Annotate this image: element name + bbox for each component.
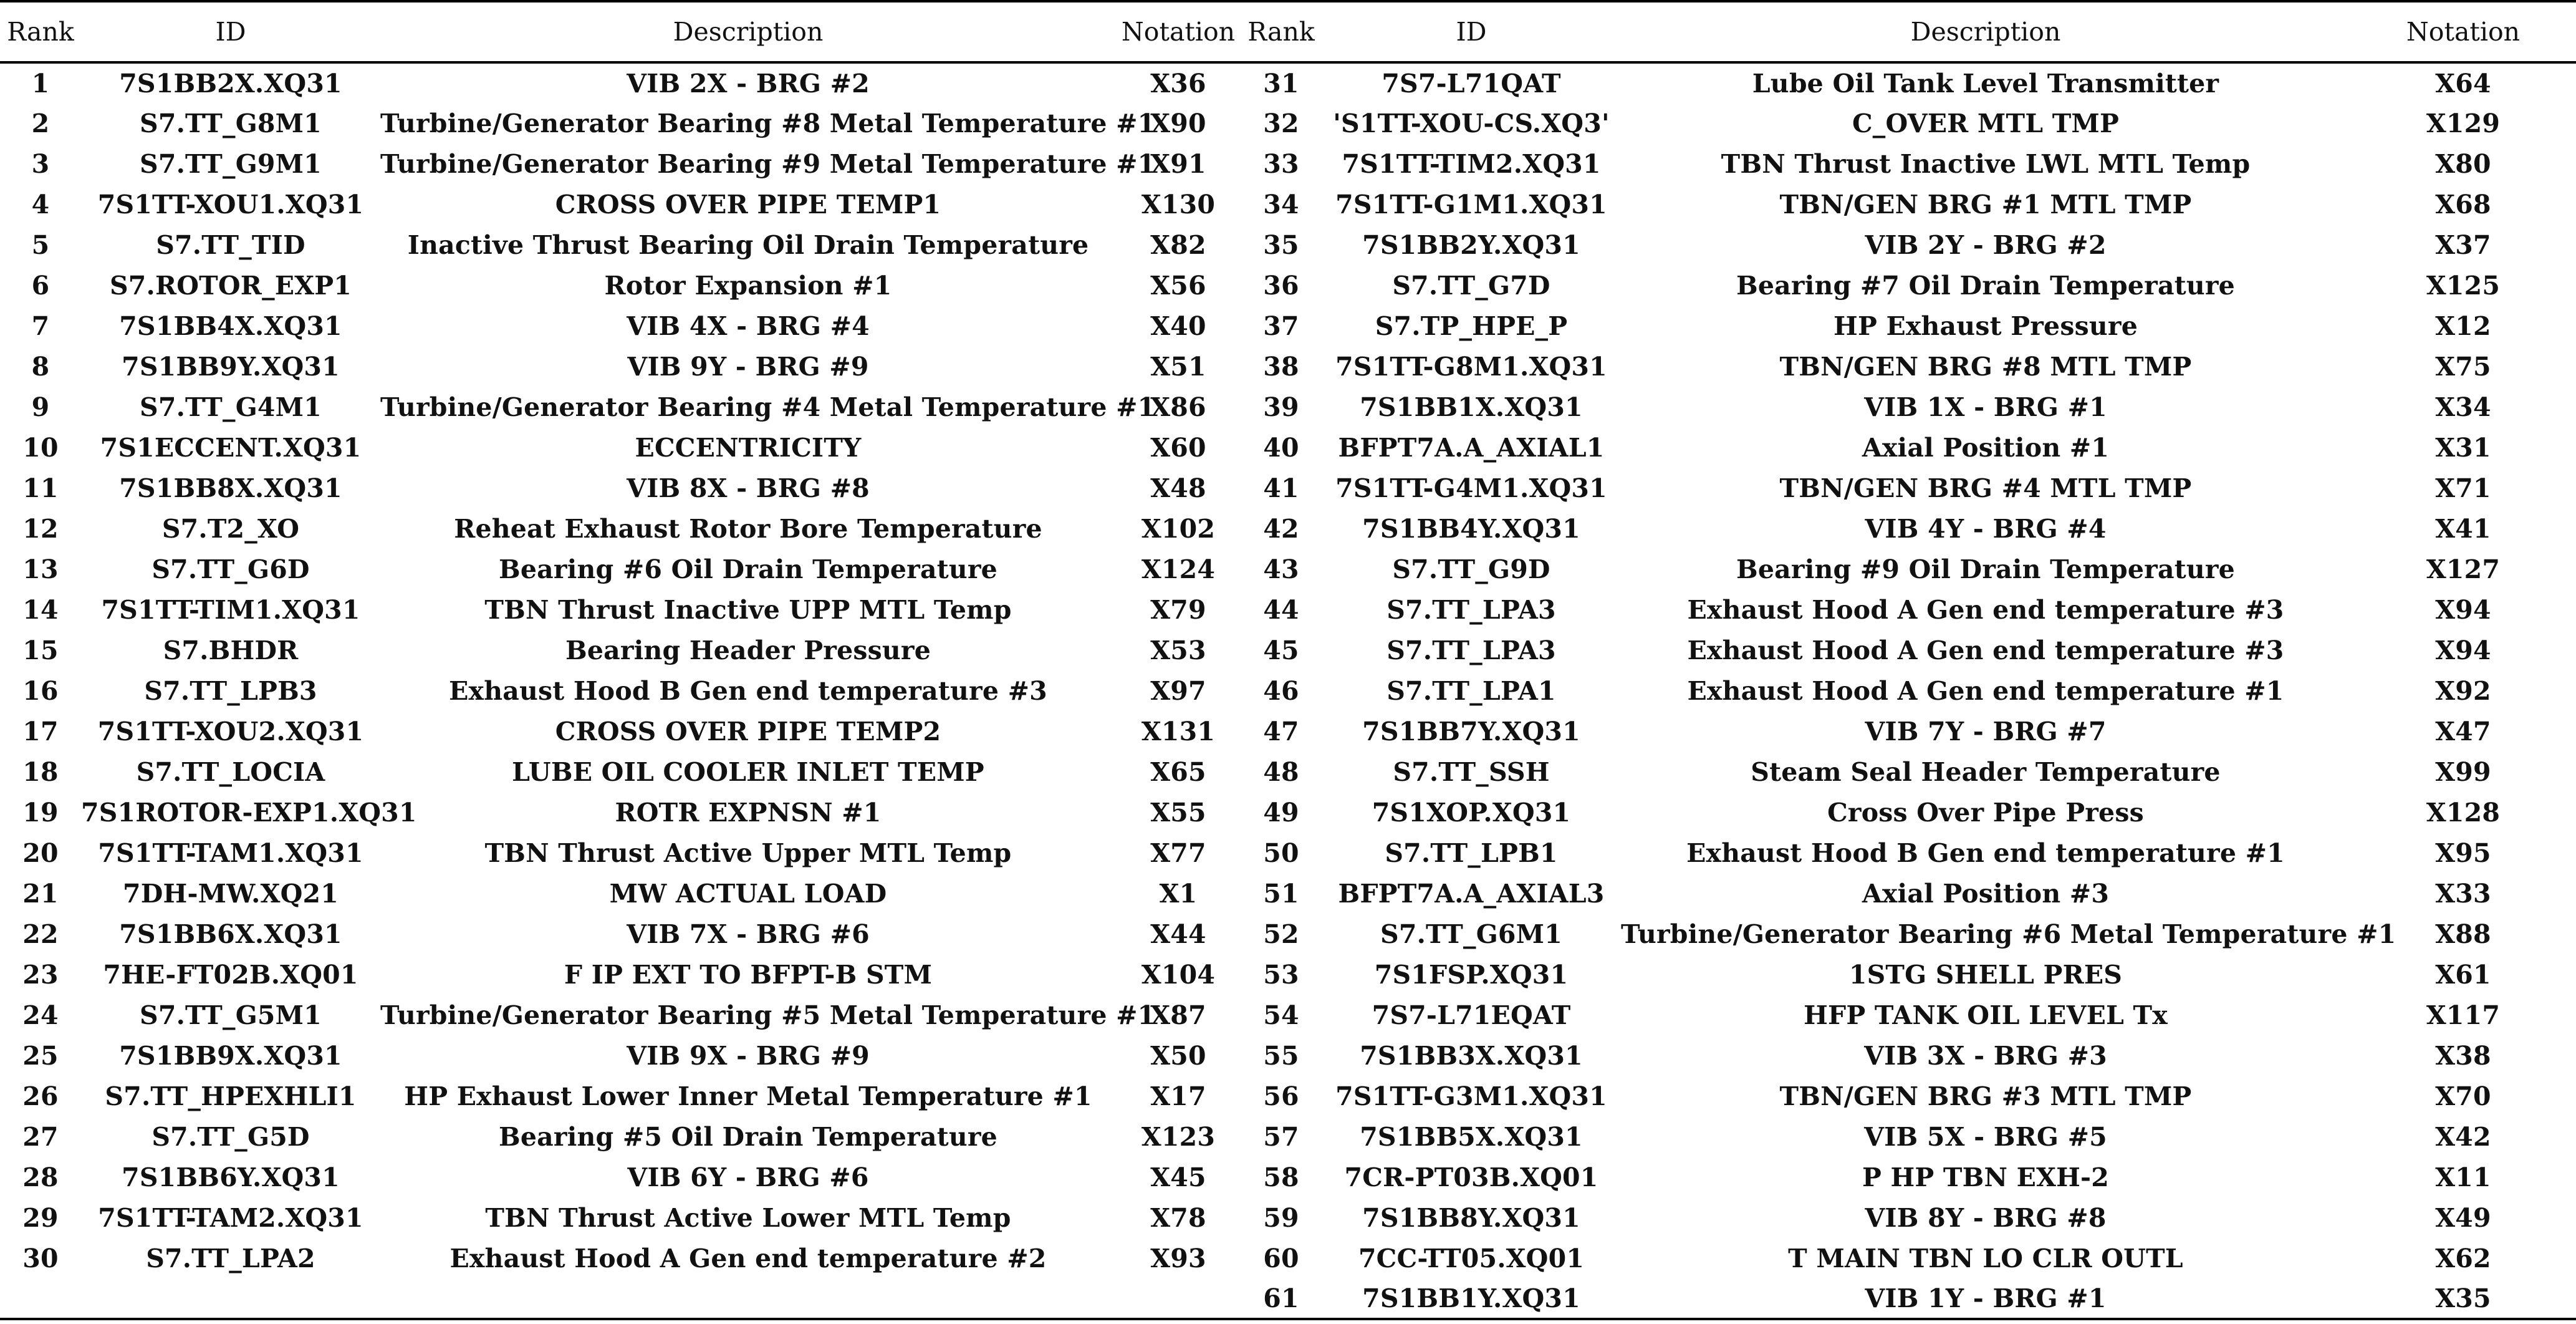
cell-rank-right: 36	[1263, 270, 1299, 301]
cell-id-left: 7DH-MW.XQ21	[123, 878, 339, 909]
cell-notation-left: X90	[1150, 108, 1206, 138]
cell-description-left: VIB 4X - BRG #4	[627, 311, 870, 341]
cell-rank-left: 24	[22, 1000, 59, 1030]
cell-rank-right: 42	[1263, 513, 1299, 544]
cell-description-left: MW ACTUAL LOAD	[609, 878, 887, 909]
cell-rank-right: 33	[1263, 148, 1299, 179]
cell-notation-left: X93	[1150, 1243, 1206, 1273]
table-row	[0, 1238, 2576, 1278]
cell-id-right: S7.TT_G7D	[1392, 270, 1550, 301]
cell-rank-left: 30	[22, 1243, 59, 1273]
cell-notation-right: X11	[2435, 1162, 2491, 1192]
cell-description-right: Exhaust Hood A Gen end temperature #1	[1687, 675, 2284, 706]
cell-notation-right: X64	[2435, 68, 2491, 99]
cell-description-right: TBN/GEN BRG #4 MTL TMP	[1779, 473, 2192, 503]
cell-description-left: CROSS OVER PIPE TEMP2	[555, 716, 941, 747]
header-row	[0, 1, 2576, 62]
cell-id-right: 7CR-PT03B.XQ01	[1344, 1162, 1598, 1192]
table-row	[0, 1278, 2576, 1319]
cell-id-left: 7S1BB8X.XQ31	[119, 473, 342, 503]
table-row	[0, 225, 2576, 265]
cell-rank-right: 38	[1263, 351, 1299, 382]
cell-description-right: Steam Seal Header Temperature	[1751, 756, 2221, 787]
cell-rank-left: 18	[22, 756, 59, 787]
cell-id-left: S7.BHDR	[163, 635, 299, 665]
cell-description-left: LUBE OIL COOLER INLET TEMP	[512, 756, 984, 787]
cell-description-right: Lube Oil Tank Level Transmitter	[1752, 68, 2219, 99]
cell-rank-left: 22	[22, 919, 59, 949]
cell-notation-right: X94	[2435, 594, 2491, 625]
cell-notation-left: X82	[1150, 230, 1206, 260]
cell-notation-right: X68	[2435, 189, 2491, 220]
cell-notation-left: X40	[1150, 311, 1206, 341]
cell-rank-left: 27	[22, 1121, 59, 1152]
cell-id-right: 7S1BB7Y.XQ31	[1362, 716, 1580, 747]
cell-rank-left: 6	[31, 270, 50, 301]
cell-id-right: 7CC-TT05.XQ01	[1358, 1243, 1585, 1273]
cell-description-right: VIB 3X - BRG #3	[1864, 1040, 2107, 1071]
cell-notation-left: X130	[1141, 189, 1216, 220]
cell-rank-left: 15	[22, 635, 59, 665]
cell-notation-right: X41	[2435, 513, 2491, 544]
cell-description-left: Reheat Exhaust Rotor Bore Temperature	[454, 513, 1042, 544]
cell-description-right: VIB 2Y - BRG #2	[1865, 230, 2107, 260]
cell-description-right: TBN Thrust Inactive LWL MTL Temp	[1721, 148, 2251, 179]
cell-notation-right: X33	[2435, 878, 2491, 909]
cell-rank-right: 41	[1263, 473, 1299, 503]
cell-notation-left: X53	[1150, 635, 1206, 665]
cell-rank-right: 44	[1263, 594, 1299, 625]
cell-description-right: VIB 1Y - BRG #1	[1621, 1278, 2350, 1319]
cell-rank-left	[0, 1278, 81, 1319]
cell-notation-left: X45	[1150, 1162, 1206, 1192]
table-row	[0, 103, 2576, 143]
cell-notation-left: X97	[1150, 675, 1206, 706]
cell-description-right: VIB 8Y - BRG #8	[1865, 1202, 2107, 1233]
cell-id-right: 7S1TT-G1M1.XQ31	[1335, 189, 1607, 220]
cell-id-left: 7S1TT-XOU2.XQ31	[97, 716, 364, 747]
cell-rank-right: 60	[1263, 1243, 1299, 1273]
cell-notation-left: X50	[1150, 1040, 1206, 1071]
cell-notation-left: X124	[1141, 554, 1216, 584]
cell-notation-right: X61	[2435, 959, 2491, 990]
cell-rank-left: 16	[22, 675, 59, 706]
cell-description-right: VIB 5X - BRG #5	[1864, 1121, 2107, 1152]
cell-description-right: T MAIN TBN LO CLR OUTL	[1788, 1243, 2183, 1273]
header-id-left: ID	[81, 1, 380, 62]
cell-id-right: S7.TP_HPE_P	[1375, 311, 1568, 341]
cell-notation-right: X37	[2435, 230, 2491, 260]
table-row	[0, 62, 2576, 103]
cell-id-left: S7.TT_G8M1	[140, 108, 322, 138]
cell-description-right: Axial Position #3	[1862, 878, 2110, 909]
table-row	[0, 143, 2576, 184]
cell-rank-right: 58	[1263, 1162, 1299, 1192]
cell-rank-right: 48	[1263, 756, 1299, 787]
cell-description-left: Turbine/Generator Bearing #9 Metal Temperature #1	[380, 148, 1156, 179]
table-row	[0, 995, 2576, 1035]
cell-notation-left: X65	[1150, 756, 1206, 787]
cell-rank-left: 17	[22, 716, 59, 747]
cell-rank-left: 29	[22, 1202, 59, 1233]
cell-description-left: Turbine/Generator Bearing #4 Metal Temperature #1	[380, 392, 1156, 422]
cell-id-right: S7.TT_LPB1	[1385, 838, 1558, 868]
cell-id-left: 7S1BB4X.XQ31	[119, 311, 342, 341]
cell-description-right: 1STG SHELL PRES	[1848, 959, 2123, 990]
header-notation-right: Notation	[2350, 1, 2576, 62]
cell-description-left: Rotor Expansion #1	[604, 270, 892, 301]
table-body	[0, 62, 2576, 1319]
cell-id-right: 7S1BB3X.XQ31	[1360, 1040, 1583, 1071]
cell-description-left: Turbine/Generator Bearing #8 Metal Temperature #1	[380, 108, 1156, 138]
header-notation-left: Notation	[1116, 1, 1241, 62]
cell-description-left: F IP EXT TO BFPT-B STM	[564, 959, 933, 990]
cell-id-left: 7S1TT-TIM1.XQ31	[101, 594, 360, 625]
cell-rank-left: 2	[31, 108, 50, 138]
cell-rank-right: 47	[1263, 716, 1299, 747]
cell-notation-left: X55	[1150, 797, 1206, 828]
cell-description-right: Exhaust Hood A Gen end temperature #3	[1687, 635, 2284, 665]
cell-notation-right: X127	[2426, 554, 2501, 584]
cell-rank-left: 3	[31, 148, 50, 179]
cell-notation-right: X75	[2435, 351, 2491, 382]
cell-rank-right: 46	[1263, 675, 1299, 706]
cell-description-right: Bearing #9 Oil Drain Temperature	[1736, 554, 2235, 584]
cell-description-left: TBN Thrust Inactive UPP MTL Temp	[484, 594, 1012, 625]
cell-description-right: TBN/GEN BRG #3 MTL TMP	[1779, 1081, 2192, 1111]
cell-id-right: 7S1BB1Y.XQ31	[1322, 1278, 1621, 1319]
cell-description-right: Axial Position #1	[1862, 432, 2110, 463]
cell-notation-right: X47	[2435, 716, 2491, 747]
cell-description-right: VIB 7Y - BRG #7	[1865, 716, 2107, 747]
cell-rank-right: 43	[1263, 554, 1299, 584]
cell-id-right: 7S1XOP.XQ31	[1372, 797, 1571, 828]
cell-id-left: S7.TT_TID	[156, 230, 305, 260]
table-row	[0, 914, 2576, 954]
cell-rank-left: 7	[31, 311, 50, 341]
cell-notation-right: X129	[2426, 108, 2501, 138]
cell-id-right: S7.TT_LPA1	[1387, 675, 1556, 706]
cell-description-right: Cross Over Pipe Press	[1827, 797, 2144, 828]
cell-description-left: VIB 2X - BRG #2	[627, 68, 870, 99]
cell-description-left: VIB 9X - BRG #9	[627, 1040, 870, 1071]
cell-rank-right: 35	[1263, 230, 1299, 260]
cell-description-left	[380, 1278, 1116, 1319]
cell-notation-left: X102	[1141, 513, 1216, 544]
cell-description-right: Turbine/Generator Bearing #6 Metal Temperature #1	[1621, 919, 2396, 949]
cell-rank-right: 51	[1263, 878, 1299, 909]
cell-id-left: 7S1BB9Y.XQ31	[122, 351, 340, 382]
cell-rank-right: 50	[1263, 838, 1299, 868]
cell-id-left: S7.TT_HPEXHLI1	[105, 1081, 357, 1111]
table-row	[0, 711, 2576, 751]
cell-notation-left: X78	[1150, 1202, 1206, 1233]
cell-id-left: S7.TT_LOCIA	[136, 756, 325, 787]
cell-id-right: BFPT7A.A_AXIAL1	[1338, 432, 1605, 463]
cell-rank-left: 14	[22, 594, 59, 625]
cell-id-right: 7S1BB4Y.XQ31	[1362, 513, 1580, 544]
table-row	[0, 751, 2576, 792]
cell-notation-right: X88	[2435, 919, 2491, 949]
cell-rank-right: 32	[1263, 108, 1299, 138]
cell-description-left: Inactive Thrust Bearing Oil Drain Temperature	[407, 230, 1089, 260]
cell-rank-right: 59	[1263, 1202, 1299, 1233]
cell-id-right: 7S1FSP.XQ31	[1374, 959, 1569, 990]
cell-id-left: 7S1BB6X.XQ31	[119, 919, 342, 949]
cell-id-right: BFPT7A.A_AXIAL3	[1338, 878, 1605, 909]
header-rank-right: Rank	[1241, 1, 1322, 62]
cell-notation-right: X35	[2350, 1278, 2576, 1319]
table-row	[0, 792, 2576, 833]
table-row	[0, 549, 2576, 589]
cell-description-left: Exhaust Hood A Gen end temperature #2	[449, 1243, 1047, 1273]
cell-rank-right: 54	[1263, 1000, 1299, 1030]
cell-notation-left	[1116, 1278, 1241, 1319]
cell-rank-left: 20	[22, 838, 59, 868]
cell-description-left: ROTR EXPNSN #1	[615, 797, 882, 828]
cell-notation-left: X17	[1150, 1081, 1206, 1111]
table-row	[0, 387, 2576, 427]
cell-rank-left: 19	[22, 797, 59, 828]
cell-notation-right: X62	[2435, 1243, 2491, 1273]
cell-id-right: 7S1BB5X.XQ31	[1360, 1121, 1583, 1152]
cell-description-right: Exhaust Hood B Gen end temperature #1	[1686, 838, 2285, 868]
table-row	[0, 954, 2576, 995]
cell-rank-left: 8	[31, 351, 50, 382]
cell-description-left: CROSS OVER PIPE TEMP1	[555, 189, 941, 220]
cell-id-left: 7S1TT-TAM1.XQ31	[98, 838, 363, 868]
cell-id-left	[81, 1278, 380, 1319]
table-row	[0, 427, 2576, 468]
cell-id-left: 7HE-FT02B.XQ01	[103, 959, 358, 990]
cell-description-right: HFP TANK OIL LEVEL Tx	[1804, 1000, 2168, 1030]
cell-id-left: 7S1TT-TAM2.XQ31	[98, 1202, 363, 1233]
cell-description-left: VIB 6Y - BRG #6	[627, 1162, 869, 1192]
cell-notation-right: X70	[2435, 1081, 2491, 1111]
cell-id-left: S7.T2_XO	[161, 513, 300, 544]
cell-id-right: 7S1TT-G8M1.XQ31	[1335, 351, 1607, 382]
cell-rank-left: 21	[22, 878, 59, 909]
cell-notation-right: X12	[2435, 311, 2491, 341]
table-row	[0, 1197, 2576, 1238]
cell-notation-left: X91	[1150, 148, 1206, 179]
cell-notation-left: X44	[1150, 919, 1206, 949]
cell-id-right: 7S1TT-G3M1.XQ31	[1335, 1081, 1607, 1111]
cell-notation-right: X31	[2435, 432, 2491, 463]
cell-id-right: 7S1BB1X.XQ31	[1360, 392, 1583, 422]
cell-rank-right: 52	[1263, 919, 1299, 949]
cell-notation-left: X104	[1141, 959, 1216, 990]
cell-rank-left: 26	[22, 1081, 59, 1111]
cell-notation-left: X1	[1159, 878, 1198, 909]
cell-description-left: Bearing Header Pressure	[565, 635, 931, 665]
cell-rank-right: 31	[1263, 68, 1299, 99]
table-row	[0, 1116, 2576, 1157]
cell-rank-right: 40	[1263, 432, 1299, 463]
cell-rank-left: 10	[22, 432, 59, 463]
cell-description-right: Exhaust Hood A Gen end temperature #3	[1687, 594, 2284, 625]
cell-id-left: S7.TT_LPB3	[144, 675, 317, 706]
cell-id-right: S7.TT_LPA3	[1387, 635, 1556, 665]
cell-id-right: 7S1BB2Y.XQ31	[1362, 230, 1580, 260]
cell-id-right: 'S1TT-XOU-CS.XQ3'	[1333, 108, 1610, 138]
cell-description-left: HP Exhaust Lower Inner Metal Temperature #1	[404, 1081, 1092, 1111]
cell-rank-right: 56	[1263, 1081, 1299, 1111]
cell-rank-left: 9	[31, 392, 50, 422]
table-row	[0, 670, 2576, 711]
cell-id-right: S7.TT_G9D	[1392, 554, 1550, 584]
cell-id-left: S7.TT_LPA2	[146, 1243, 315, 1273]
cell-id-right: 7S1TT-TIM2.XQ31	[1342, 148, 1601, 179]
cell-id-left: S7.TT_G5D	[151, 1121, 310, 1152]
cell-id-left: S7.TT_G5M1	[140, 1000, 322, 1030]
cell-id-left: S7.TT_G4M1	[140, 392, 322, 422]
cell-description-right: TBN/GEN BRG #1 MTL TMP	[1779, 189, 2192, 220]
cell-description-left: Bearing #5 Oil Drain Temperature	[499, 1121, 997, 1152]
cell-id-left: S7.TT_G6D	[151, 554, 310, 584]
cell-id-left: 7S1BB2X.XQ31	[119, 68, 342, 99]
cell-rank-right: 53	[1263, 959, 1299, 990]
cell-notation-right: X99	[2435, 756, 2491, 787]
table-row	[0, 1157, 2576, 1197]
table-row	[0, 833, 2576, 873]
header-description-right: Description	[1621, 1, 2350, 62]
cell-notation-right: X92	[2435, 675, 2491, 706]
cell-rank-left: 12	[22, 513, 59, 544]
cell-notation-right: X71	[2435, 473, 2491, 503]
cell-id-right: 7S1BB8Y.XQ31	[1362, 1202, 1580, 1233]
cell-notation-left: X77	[1150, 838, 1206, 868]
cell-description-right: VIB 4Y - BRG #4	[1865, 513, 2107, 544]
cell-id-right: S7.TT_LPA3	[1387, 594, 1556, 625]
cell-rank-right: 39	[1263, 392, 1299, 422]
cell-notation-right: X49	[2435, 1202, 2491, 1233]
cell-rank-right: 61	[1241, 1278, 1322, 1319]
cell-notation-right: X34	[2435, 392, 2491, 422]
cell-rank-left: 5	[31, 230, 50, 260]
cell-description-right: TBN/GEN BRG #8 MTL TMP	[1779, 351, 2192, 382]
cell-id-left: 7S1TT-XOU1.XQ31	[97, 189, 364, 220]
cell-rank-left: 13	[22, 554, 59, 584]
cell-notation-left: X51	[1150, 351, 1206, 382]
table-row	[0, 468, 2576, 508]
cell-id-left: 7S1ECCENT.XQ31	[100, 432, 362, 463]
cell-notation-left: X123	[1141, 1121, 1216, 1152]
cell-description-left: ECCENTRICITY	[635, 432, 862, 463]
cell-rank-right: 37	[1263, 311, 1299, 341]
cell-description-left: TBN Thrust Active Lower MTL Temp	[485, 1202, 1011, 1233]
cell-id-right: S7.TT_SSH	[1393, 756, 1550, 787]
cell-description-left: VIB 8X - BRG #8	[627, 473, 870, 503]
cell-rank-left: 4	[31, 189, 50, 220]
cell-description-left: TBN Thrust Active Upper MTL Temp	[484, 838, 1012, 868]
cell-notation-right: X95	[2435, 838, 2491, 868]
table-row	[0, 306, 2576, 346]
table-row	[0, 508, 2576, 549]
cell-notation-left: X36	[1150, 68, 1206, 99]
cell-id-left: 7S1BB6Y.XQ31	[122, 1162, 340, 1192]
cell-notation-left: X56	[1150, 270, 1206, 301]
cell-rank-right: 55	[1263, 1040, 1299, 1071]
cell-notation-right: X80	[2435, 148, 2491, 179]
cell-notation-left: X60	[1150, 432, 1206, 463]
cell-rank-left: 11	[22, 473, 59, 503]
cell-rank-left: 25	[22, 1040, 59, 1071]
header-id-right: ID	[1322, 1, 1621, 62]
header-rank-left: Rank	[0, 1, 81, 62]
cell-description-right: P HP TBN EXH-2	[1862, 1162, 2109, 1192]
table-row	[0, 265, 2576, 306]
table-row	[0, 630, 2576, 670]
cell-id-left: S7.ROTOR_EXP1	[109, 270, 352, 301]
cell-rank-left: 28	[22, 1162, 59, 1192]
cell-id-right: 7S7-L71EQAT	[1372, 1000, 1571, 1030]
cell-rank-left: 1	[31, 68, 50, 99]
cell-rank-right: 45	[1263, 635, 1299, 665]
cell-notation-left: X79	[1150, 594, 1206, 625]
table-row	[0, 346, 2576, 387]
cell-id-left: 7S1BB9X.XQ31	[119, 1040, 342, 1071]
cell-description-right: Bearing #7 Oil Drain Temperature	[1736, 270, 2235, 301]
cell-id-left: 7S1ROTOR-EXP1.XQ31	[81, 797, 417, 828]
table-row	[0, 589, 2576, 630]
table-row	[0, 873, 2576, 914]
cell-id-right: 7S1TT-G4M1.XQ31	[1335, 473, 1607, 503]
cell-notation-right: X125	[2426, 270, 2501, 301]
cell-notation-right: X128	[2426, 797, 2501, 828]
cell-notation-left: X86	[1150, 392, 1206, 422]
cell-description-right: C_OVER MTL TMP	[1852, 108, 2120, 138]
cell-id-right: 7S7-L71QAT	[1382, 68, 1561, 99]
cell-notation-left: X48	[1150, 473, 1206, 503]
cell-notation-right: X117	[2426, 1000, 2501, 1030]
table-row	[0, 184, 2576, 225]
cell-notation-right: X38	[2435, 1040, 2491, 1071]
table-row	[0, 1035, 2576, 1076]
cell-description-left: VIB 9Y - BRG #9	[627, 351, 869, 382]
cell-description-left: Exhaust Hood B Gen end temperature #3	[449, 675, 1047, 706]
cell-rank-right: 34	[1263, 189, 1299, 220]
cell-description-left: VIB 7X - BRG #6	[627, 919, 870, 949]
cell-notation-right: X42	[2435, 1121, 2491, 1152]
cell-notation-left: X131	[1141, 716, 1216, 747]
cell-notation-left: X87	[1150, 1000, 1206, 1030]
cell-rank-right: 49	[1263, 797, 1299, 828]
cell-rank-right: 57	[1263, 1121, 1299, 1152]
cell-description-left: Bearing #6 Oil Drain Temperature	[499, 554, 997, 584]
cell-description-left: Turbine/Generator Bearing #5 Metal Temperature #1	[380, 1000, 1156, 1030]
table-row	[0, 1076, 2576, 1116]
cell-description-right: HP Exhaust Pressure	[1833, 311, 2138, 341]
cell-rank-left: 23	[22, 959, 59, 990]
cell-description-right: VIB 1X - BRG #1	[1864, 392, 2107, 422]
cell-notation-right: X94	[2435, 635, 2491, 665]
cell-id-left: S7.TT_G9M1	[140, 148, 322, 179]
cell-id-right: S7.TT_G6M1	[1380, 919, 1562, 949]
header-description-left: Description	[380, 1, 1116, 62]
